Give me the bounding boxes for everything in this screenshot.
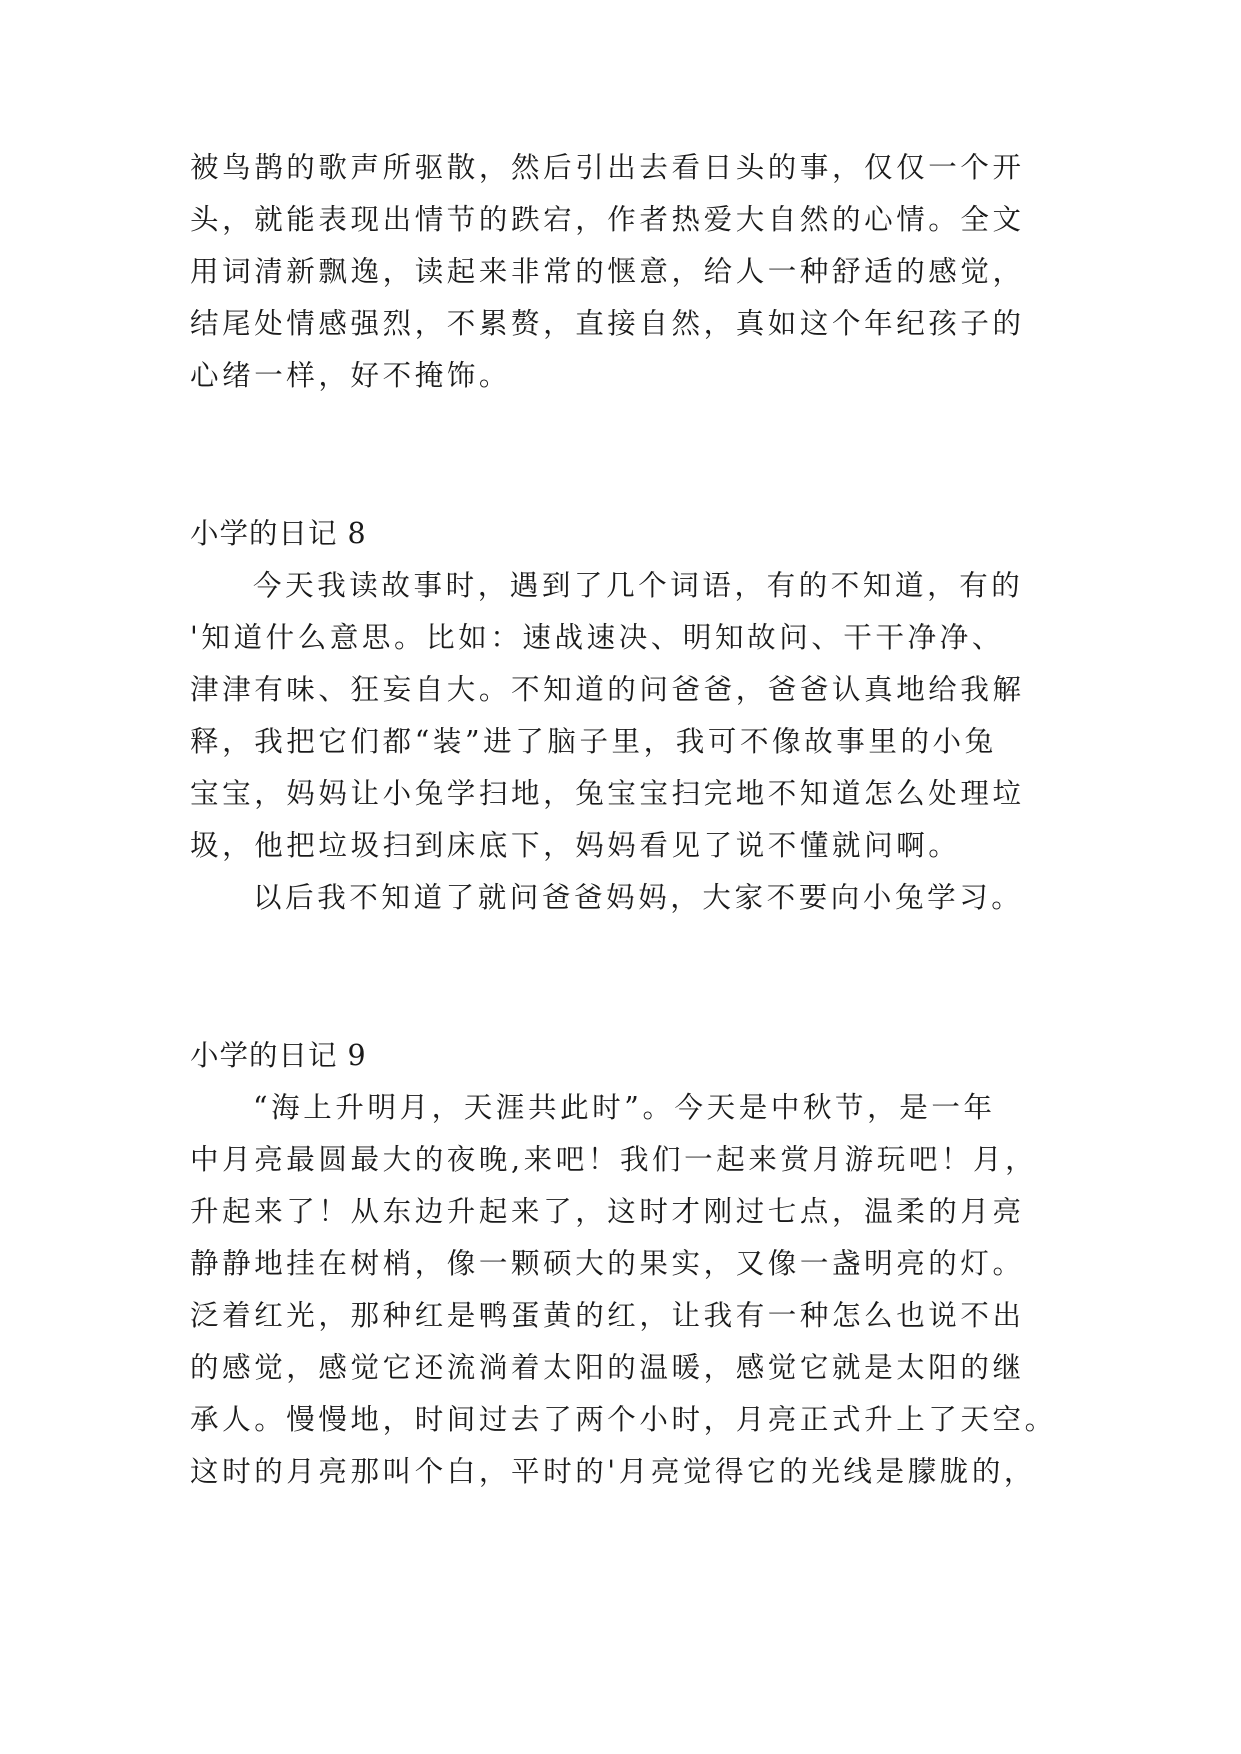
paragraph-line: 泛着红光，那种红是鸭蛋黄的红，让我有一种怎么也说不出 [190, 1299, 1025, 1332]
paragraph-line: 这时的月亮那叫个白，平时的'月亮觉得它的光线是朦胧的， [190, 1455, 1037, 1488]
paragraph-line: 静静地挂在树梢，像一颗硕大的果实，又像一盏明亮的灯。 [190, 1247, 1025, 1280]
paragraph-line: 释，我把它们都“装”进了脑子里，我可不像故事里的小兔 [190, 725, 997, 758]
paragraph-line: 承人。慢慢地，时间过去了两个小时，月亮正式升上了天空。 [190, 1403, 1057, 1436]
section-heading: 小学的日记 8 [190, 517, 367, 550]
paragraph-line: 以后我不知道了就问爸爸妈妈，大家不要向小兔学习。 [253, 881, 1024, 914]
paragraph-line: 升起来了！从东边升起来了，这时才刚过七点，温柔的月亮 [190, 1195, 1025, 1228]
paragraph-line: 头，就能表现出情节的跌宕，作者热爱大自然的心情。全文 [190, 203, 1025, 236]
paragraph-line: 中月亮最圆最大的夜晚,来吧！我们一起来赏月游玩吧！月， [190, 1143, 1038, 1176]
paragraph-line: '知道什么意思。比如：速战速决、明知故问、干干净净、 [190, 621, 1004, 654]
paragraph-line: 圾，他把垃圾扫到床底下，妈妈看见了说不懂就问啊。 [190, 829, 961, 862]
paragraph-line: “海上升明月，天涯共此时”。今天是中秋节，是一年 [253, 1091, 996, 1124]
paragraph-line: 被鸟鹊的歌声所驱散，然后引出去看日头的事，仅仅一个开 [190, 151, 1025, 184]
paragraph-line: 结尾处情感强烈，不累赘，直接自然，真如这个年纪孩子的 [190, 307, 1025, 340]
paragraph-line: 津津有味、狂妄自大。不知道的问爸爸，爸爸认真地给我解 [190, 673, 1025, 706]
paragraph-line: 的感觉，感觉它还流淌着太阳的温暖，感觉它就是太阳的继 [190, 1351, 1025, 1384]
section-heading: 小学的日记 9 [190, 1039, 367, 1072]
paragraph-line: 心绪一样，好不掩饰。 [190, 359, 512, 392]
paragraph-line: 宝宝，妈妈让小兔学扫地，兔宝宝扫完地不知道怎么处理垃 [190, 777, 1025, 810]
paragraph-line: 今天我读故事时，遇到了几个词语，有的不知道，有的 [253, 569, 1024, 602]
paragraph-line: 用词清新飘逸，读起来非常的惬意，给人一种舒适的感觉， [190, 255, 1025, 288]
